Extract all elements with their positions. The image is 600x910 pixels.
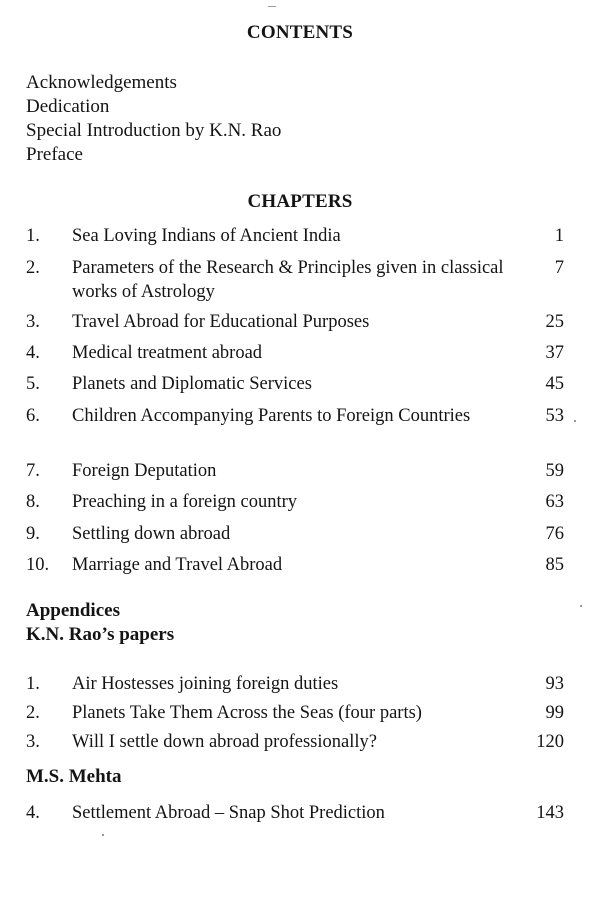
scan-speck	[580, 605, 582, 607]
chapter-title: Sea Loving Indians of Ancient India	[72, 226, 341, 246]
paper-number: 1.	[26, 674, 40, 694]
chapter-page: 53	[545, 406, 564, 426]
chapters-heading: CHAPTERS	[247, 191, 353, 212]
chapter-page: 59	[545, 461, 564, 481]
paper-title: Air Hostesses joining foreign duties	[72, 674, 339, 694]
scan-speck	[268, 6, 276, 7]
scan-speck	[574, 420, 576, 422]
chapter-title: Settling down abroad	[72, 524, 231, 544]
mehta-heading: M.S. Mehta	[26, 766, 122, 787]
paper-page: 99	[545, 703, 564, 723]
chapter-page: 63	[545, 492, 564, 512]
contents-heading: CONTENTS	[246, 22, 354, 43]
front-matter-special-introduction: Special Introduction by K.N. Rao	[26, 120, 282, 141]
front-matter-acknowledgements: Acknowledgements	[26, 72, 177, 93]
paper-page: 143	[536, 803, 564, 823]
front-matter-dedication: Dedication	[26, 96, 110, 117]
paper-number: 3.	[26, 732, 40, 752]
chapter-number: 6.	[26, 406, 40, 426]
front-matter-preface: Preface	[26, 144, 83, 165]
chapter-title: Children Accompanying Parents to Foreign Countries	[72, 406, 471, 426]
chapter-number: 2.	[26, 258, 40, 278]
chapter-title: Travel Abroad for Educational Purposes	[72, 312, 370, 332]
paper-title: Settlement Abroad – Snap Shot Prediction	[72, 803, 385, 823]
paper-title: Will I settle down abroad professionally?	[72, 732, 377, 752]
chapter-page: 7	[554, 258, 564, 278]
chapter-page: 85	[545, 555, 564, 575]
chapter-title: Preaching in a foreign country	[72, 492, 298, 512]
chapter-page: 76	[545, 524, 564, 544]
paper-page: 93	[545, 674, 564, 694]
chapter-page: 1	[554, 226, 564, 246]
chapter-number: 5.	[26, 374, 40, 394]
chapter-title: Foreign Deputation	[72, 461, 217, 481]
chapter-number: 3.	[26, 312, 40, 332]
rao-papers-heading: K.N. Rao’s papers	[26, 624, 175, 645]
chapter-title: Medical treatment abroad	[72, 343, 263, 363]
chapter-page: 25	[545, 312, 564, 332]
scan-speck	[102, 834, 104, 836]
chapter-number: 10.	[26, 555, 50, 575]
appendices-heading: Appendices	[26, 600, 120, 621]
chapter-page: 45	[545, 374, 564, 394]
chapter-page: 37	[545, 343, 564, 363]
paper-number: 4.	[26, 803, 40, 823]
paper-number: 2.	[26, 703, 40, 723]
paper-page: 120	[536, 732, 564, 752]
chapter-number: 7.	[26, 461, 40, 481]
chapter-number: 1.	[26, 226, 40, 246]
chapter-number: 9.	[26, 524, 40, 544]
paper-title: Planets Take Them Across the Seas (four parts)	[72, 703, 422, 723]
chapter-number: 8.	[26, 492, 40, 512]
chapter-number: 4.	[26, 343, 40, 363]
chapter-title: Parameters of the Research & Principles given in classical works of Astrology	[72, 258, 504, 302]
chapter-title: Marriage and Travel Abroad	[72, 555, 283, 575]
chapter-title: Planets and Diplomatic Services	[72, 374, 312, 394]
